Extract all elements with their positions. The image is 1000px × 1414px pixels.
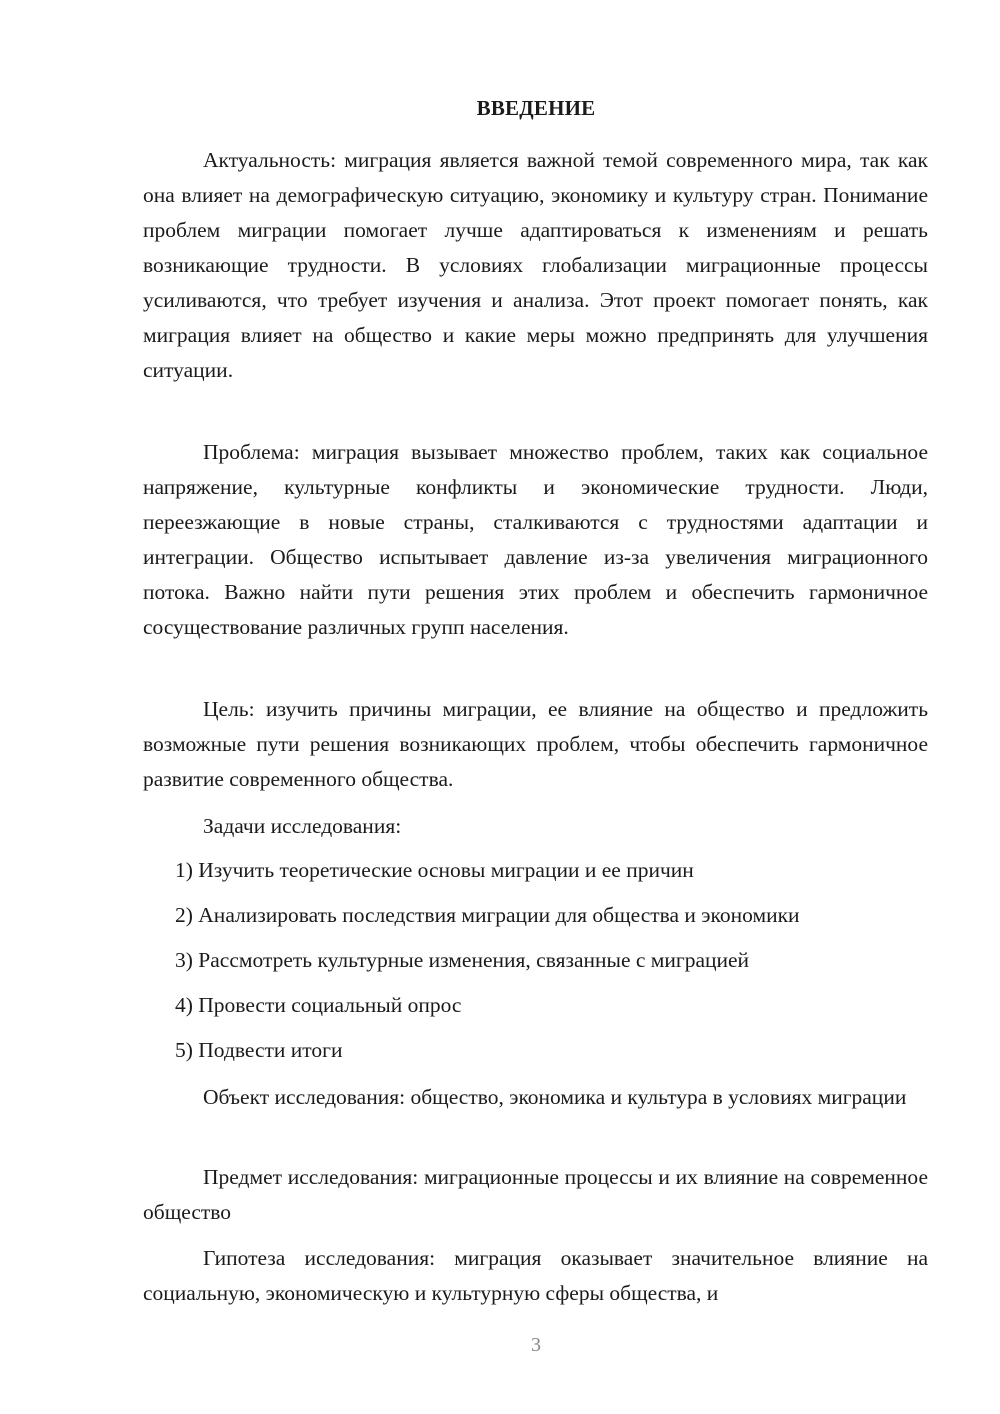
paragraph-subject: Предмет исследования: миграционные процессы и их влияние на современное общество (143, 1165, 928, 1224)
page-number: 3 (531, 1334, 541, 1356)
paragraph-problem: Проблема: миграция вызывает множество проблем, таких как социальное напряжение, культурные конфликты и экономические трудности. Люди, переезжающие в новые страны, сталкиваются с трудностями адаптации и интеграции. Общество испытывает давление из-за увеличения миграционного потока. Важно найти пути решения этих проблем и обеспечить гармоничное сосуществование различных групп населения. (143, 440, 928, 639)
paragraph-goal: Цель: изучить причины миграции, ее влияние на общество и предложить возможные пути решения возникающих проблем, чтобы обеспечить гармоничное развитие современного общества. (143, 697, 928, 791)
section-goal (143, 692, 928, 797)
tasks-list (143, 853, 928, 1068)
section-relevance (143, 143, 928, 388)
section-problem (143, 435, 928, 645)
page-title: ВВЕДЕНИЕ (476, 96, 596, 120)
paragraph-object: Объект исследования: общество, экономика и культура в условиях миграции (203, 1085, 907, 1109)
task-item-1: 1) Изучить теоретические основы миграции и ее причин (175, 858, 694, 882)
task-item-5: 5) Подвести итоги (175, 1038, 343, 1062)
task-item-4: 4) Провести социальный опрос (175, 993, 462, 1017)
section-subject (143, 1160, 928, 1230)
task-item-2: 2) Анализировать последствия миграции для общества и экономики (175, 903, 800, 927)
tasks-heading: Задачи исследования: (203, 814, 402, 838)
paragraph-hypothesis: Гипотеза исследования: миграция оказывает значительное влияние на социальную, экономическую и культурную сферы общества, и (143, 1246, 928, 1305)
task-item-3: 3) Рассмотреть культурные изменения, связанные с миграцией (175, 948, 750, 972)
section-tasks-heading (143, 809, 928, 844)
paragraph-relevance: Актуальность: миграция является важной темой современного мира, так как она влияет на демографическую ситуацию, экономику и культуру стран. Понимание проблем миграции помогает лучше адаптироваться к изменениям и решать возникающие трудности. В условиях глобализации миграционные процессы усиливаются, что требует изучения и анализа. Этот проект помогает понять, как миграция влияет на общество и какие меры можно предпринять для улучшения ситуации. (143, 148, 928, 382)
section-object (143, 1080, 928, 1115)
section-hypothesis (143, 1241, 928, 1311)
